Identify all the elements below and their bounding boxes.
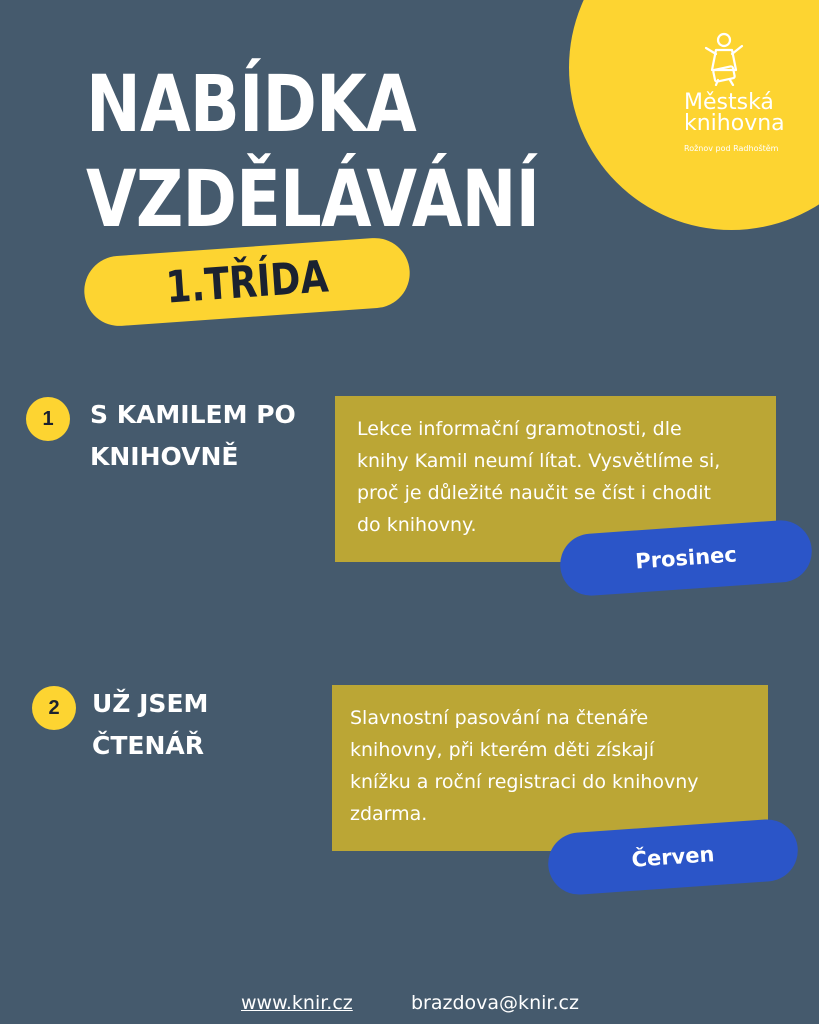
month-label: Prosinec: [634, 542, 738, 574]
item-number-badge: 1: [26, 397, 70, 441]
item-title: [92, 683, 208, 767]
grade-label: 1.TŘÍDA: [164, 250, 330, 314]
description-line: do knihovny.: [357, 514, 477, 536]
description-line: knížku a roční registraci do knihovny: [350, 771, 699, 793]
logo-wordmark: [684, 92, 785, 134]
item-title: [90, 394, 296, 478]
library-mascot-icon: [700, 30, 748, 86]
description-line: Lekce informační gramotnosti, dle: [357, 418, 682, 440]
website-link[interactable]: www.knir.cz: [241, 992, 353, 1014]
email-link[interactable]: brazdova@knir.cz: [411, 992, 579, 1014]
description-line: knihy Kamil neumí lítat. Vysvětlíme si,: [357, 450, 721, 472]
description-line: proč je důležité naučit se číst i chodit: [357, 482, 711, 504]
item-title-line-1: S KAMILEM PO: [90, 400, 296, 429]
grade-badge: [82, 236, 412, 329]
title-line-2: VZDĚLÁVÁNÍ: [86, 155, 540, 245]
title-line-1: NABÍDKA: [86, 60, 416, 150]
page-title: [86, 58, 539, 248]
logo-subtitle: Rožnov pod Radhoštěm: [684, 144, 779, 153]
item-number-badge: 2: [32, 686, 76, 730]
item-title-line-2: ČTENÁŘ: [92, 731, 204, 760]
description-line: knihovny, při kterém děti získají: [350, 739, 655, 761]
description-line: Slavnostní pasování na čtenáře: [350, 707, 649, 729]
item-title-line-2: KNIHOVNĚ: [90, 442, 239, 471]
logo-line-1: Městská: [684, 90, 774, 115]
description-line: zdarma.: [350, 803, 428, 825]
logo-line-2: knihovna: [684, 111, 785, 136]
month-label: Červen: [630, 842, 716, 872]
item-title-line-1: UŽ JSEM: [92, 689, 209, 718]
